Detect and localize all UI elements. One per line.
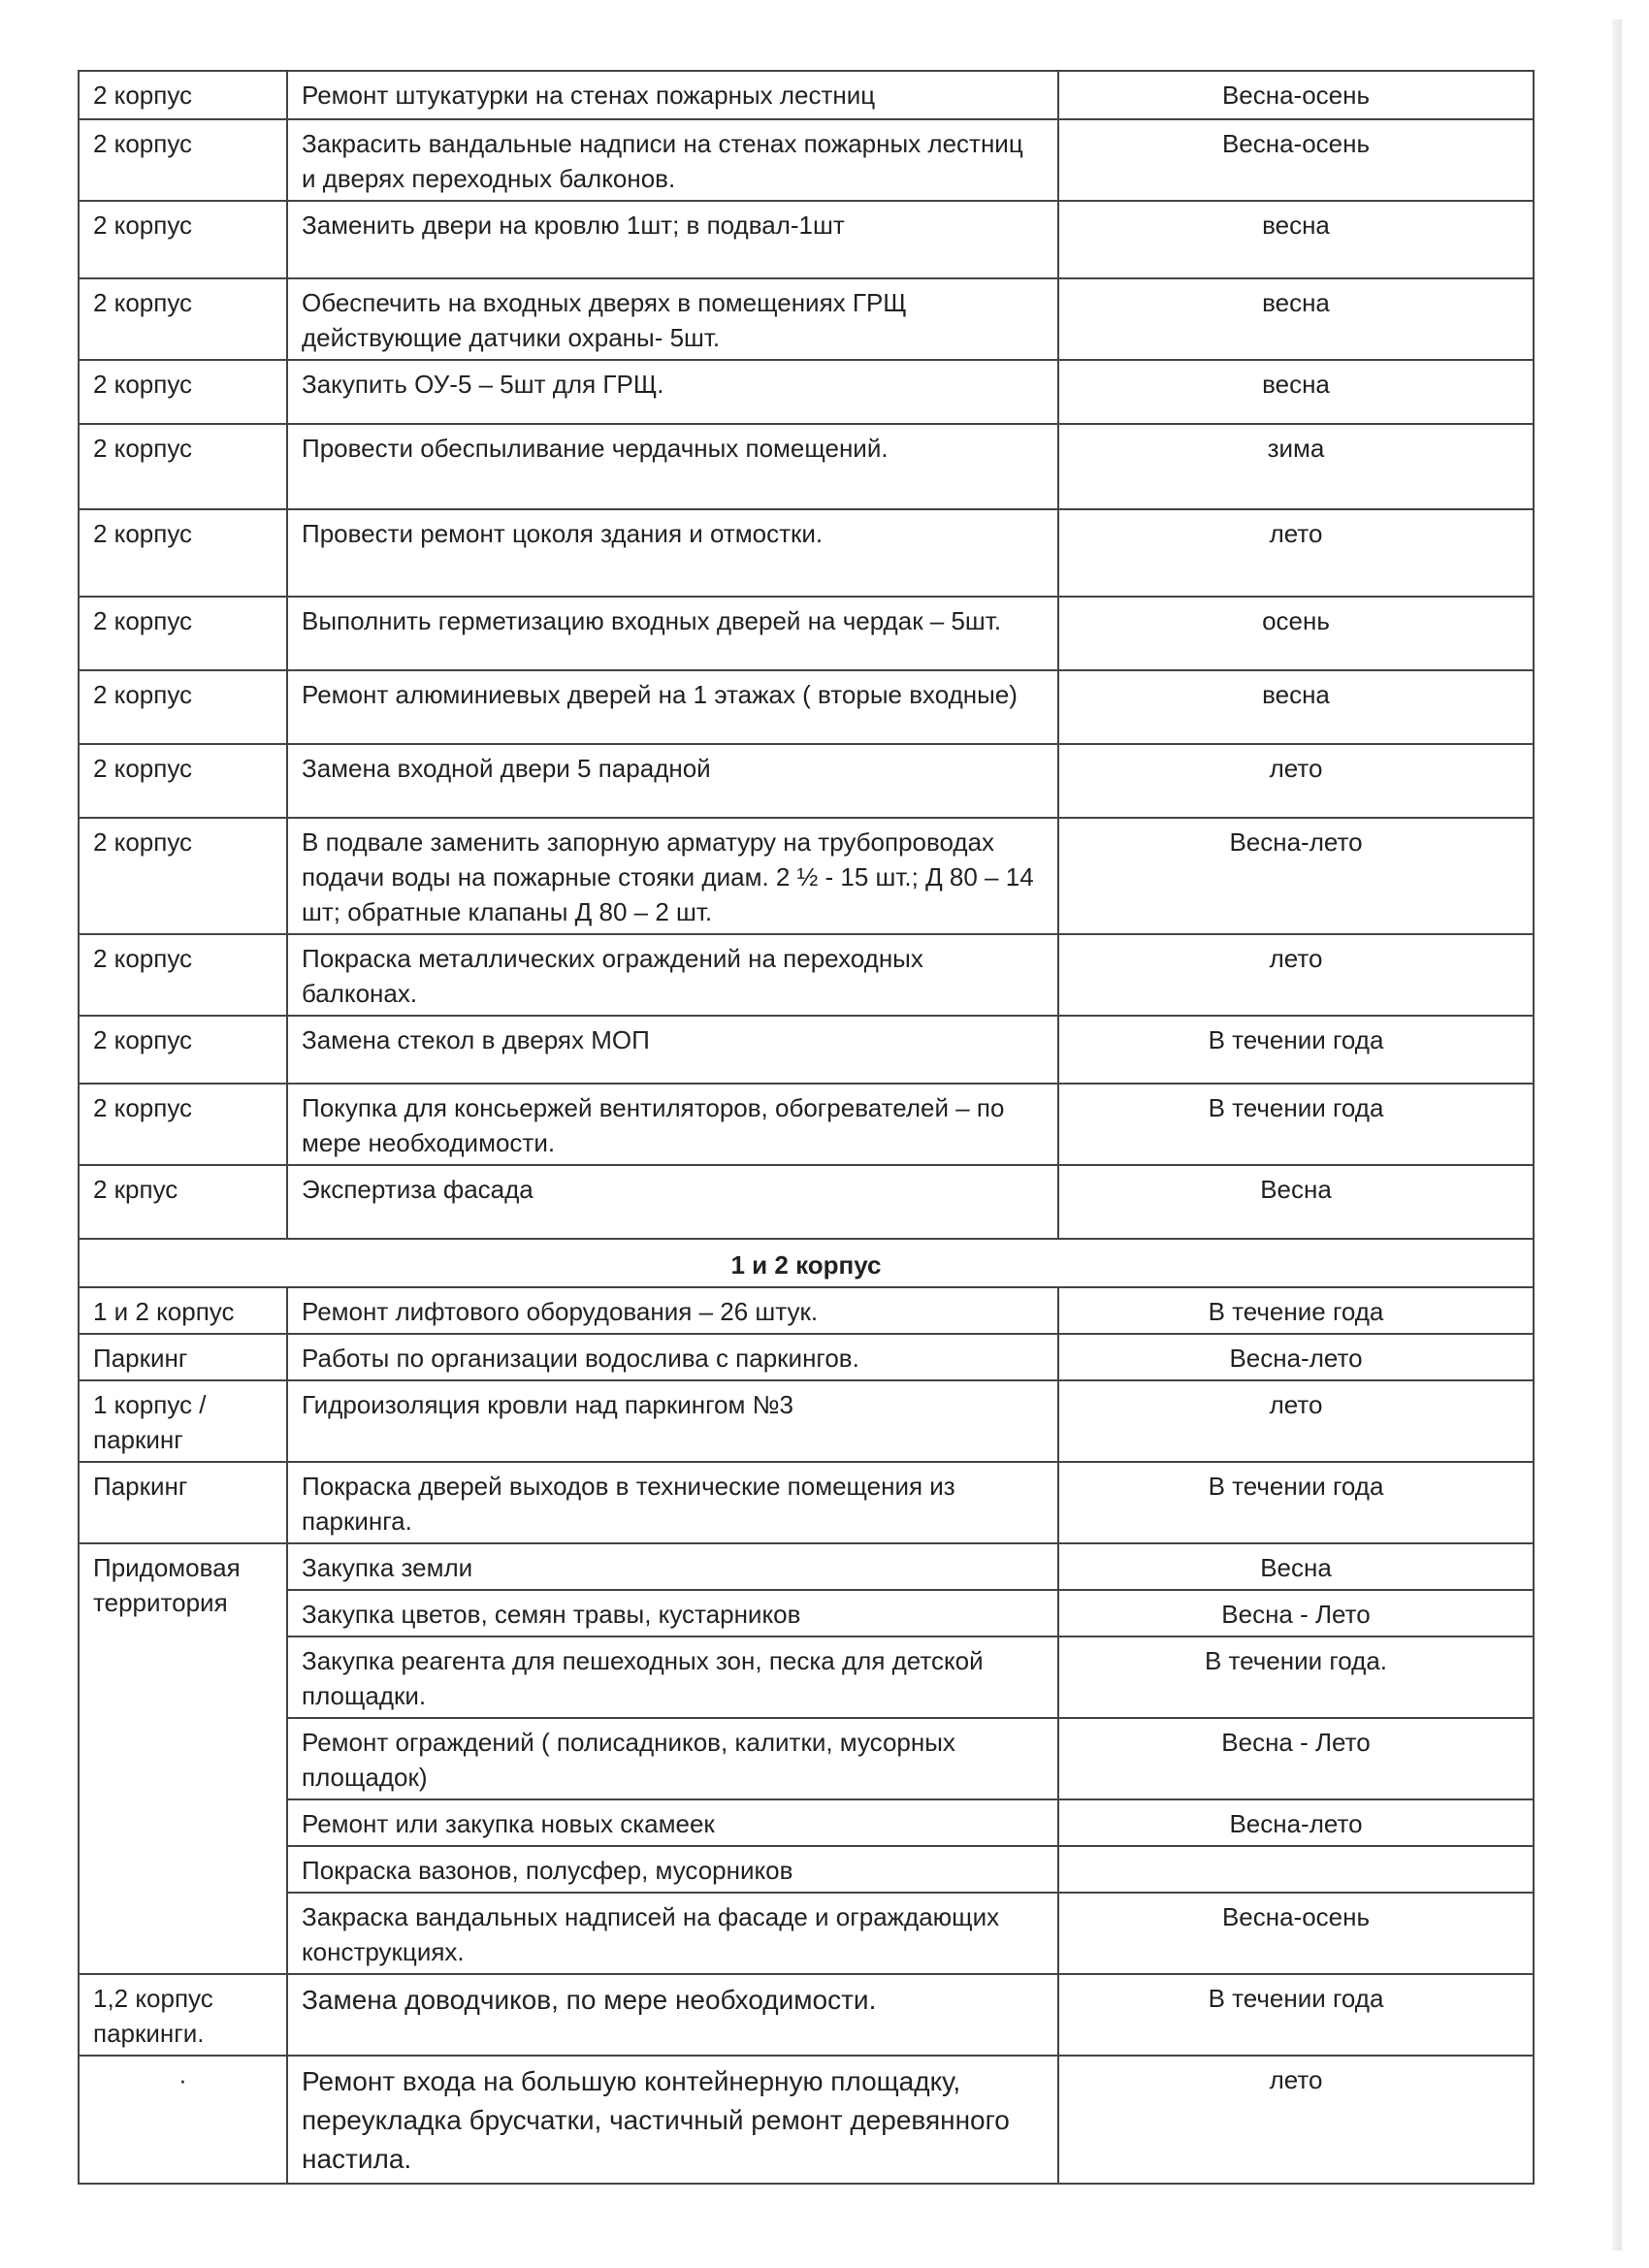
table-row bbox=[79, 1084, 1534, 1165]
period-cell: лето bbox=[1058, 1380, 1534, 1462]
table-row bbox=[79, 509, 1534, 597]
building-cell: 2 корпус bbox=[79, 71, 287, 119]
table-row bbox=[79, 1590, 1534, 1636]
period-cell: весна bbox=[1058, 278, 1534, 360]
building-cell: Паркинг bbox=[79, 1462, 287, 1543]
building-cell: 2 крпус bbox=[79, 1165, 287, 1239]
work-cell: Провести обеспыливание чердачных помещений. bbox=[287, 424, 1058, 509]
period-cell: весна bbox=[1058, 670, 1534, 744]
building-cell: 2 корпус bbox=[79, 670, 287, 744]
table-row bbox=[79, 1543, 1534, 1590]
work-cell: Закраска вандальных надписей на фасаде и ограждающих конструкциях. bbox=[287, 1893, 1058, 1974]
table-row bbox=[79, 818, 1534, 934]
table-row bbox=[79, 670, 1534, 744]
work-cell: Замена доводчиков, по мере необходимости. bbox=[287, 1974, 1058, 2056]
work-cell: Работы по организации водослива с паркингов. bbox=[287, 1334, 1058, 1380]
building-cell: 2 корпус bbox=[79, 201, 287, 278]
building-cell: 2 корпус bbox=[79, 509, 287, 597]
table-row bbox=[79, 597, 1534, 670]
work-cell: Закупка земли bbox=[287, 1543, 1058, 1590]
table-row bbox=[79, 1462, 1534, 1543]
period-cell: весна bbox=[1058, 360, 1534, 424]
building-cell: 2 корпус bbox=[79, 934, 287, 1016]
table-row bbox=[79, 1334, 1534, 1380]
table-row bbox=[79, 1016, 1534, 1084]
work-cell: Закупить ОУ-5 – 5шт для ГРЩ. bbox=[287, 360, 1058, 424]
period-cell: В течении года bbox=[1058, 1084, 1534, 1165]
section-title: 1 и 2 корпус bbox=[79, 1239, 1534, 1287]
work-cell: Обеспечить на входных дверях в помещениях ГРЩ действующие датчики охраны- 5шт. bbox=[287, 278, 1058, 360]
work-cell: Покраска металлических ограждений на переходных балконах. bbox=[287, 934, 1058, 1016]
table-row bbox=[79, 424, 1534, 509]
table-row bbox=[79, 1287, 1534, 1334]
period-cell: лето bbox=[1058, 2056, 1534, 2184]
building-cell: · bbox=[79, 2056, 287, 2184]
period-cell: В течении года bbox=[1058, 1974, 1534, 2056]
period-cell: Весна bbox=[1058, 1543, 1534, 1590]
building-cell: 1,2 корпус паркинги. bbox=[79, 1974, 287, 2056]
table-row bbox=[79, 1718, 1534, 1799]
building-cell: 2 корпус bbox=[79, 744, 287, 818]
period-cell: Весна - Лето bbox=[1058, 1718, 1534, 1799]
work-cell: Выполнить герметизацию входных дверей на чердак – 5шт. bbox=[287, 597, 1058, 670]
period-cell: Весна-осень bbox=[1058, 71, 1534, 119]
work-cell: Ремонт или закупка новых скамеек bbox=[287, 1799, 1058, 1846]
table-row bbox=[79, 201, 1534, 278]
period-cell: Весна - Лето bbox=[1058, 1590, 1534, 1636]
building-cell: 2 корпус bbox=[79, 1016, 287, 1084]
period-cell: лето bbox=[1058, 744, 1534, 818]
work-cell: Покупка для консьержей вентиляторов, обогревателей – по мере необходимости. bbox=[287, 1084, 1058, 1165]
work-cell: Ремонт входа на большую контейнерную площадку, переукладка брусчатки, частичный ремонт деревянного настила. bbox=[287, 2056, 1058, 2184]
period-cell: Весна-лето bbox=[1058, 1799, 1534, 1846]
period-cell: осень bbox=[1058, 597, 1534, 670]
table-row bbox=[79, 1165, 1534, 1239]
table-row bbox=[79, 71, 1534, 119]
building-cell: 2 корпус bbox=[79, 1084, 287, 1165]
period-cell: В течение года bbox=[1058, 1287, 1534, 1334]
building-cell: 2 корпус bbox=[79, 119, 287, 201]
table-row bbox=[79, 744, 1534, 818]
table-row bbox=[79, 360, 1534, 424]
work-cell: Закупка реагента для пешеходных зон, песка для детской площадки. bbox=[287, 1636, 1058, 1718]
building-cell: 2 корпус bbox=[79, 278, 287, 360]
section-header-row bbox=[79, 1239, 1534, 1287]
building-cell: 1 корпус /паркинг bbox=[79, 1380, 287, 1462]
building-cell: Придомовая территория bbox=[79, 1543, 287, 1974]
work-cell: Ремонт лифтового оборудования – 26 штук. bbox=[287, 1287, 1058, 1334]
period-cell: Весна-лето bbox=[1058, 818, 1534, 934]
table-row bbox=[79, 1893, 1534, 1974]
building-cell: 2 корпус bbox=[79, 818, 287, 934]
table-row bbox=[79, 1636, 1534, 1718]
period-cell bbox=[1058, 1846, 1534, 1893]
table-row bbox=[79, 278, 1534, 360]
work-cell: Экспертиза фасада bbox=[287, 1165, 1058, 1239]
building-cell: 1 и 2 корпус bbox=[79, 1287, 287, 1334]
period-cell: В течении года. bbox=[1058, 1636, 1534, 1718]
period-cell: зима bbox=[1058, 424, 1534, 509]
building-cell: 2 корпус bbox=[79, 424, 287, 509]
work-cell: Закрасить вандальные надписи на стенах пожарных лестниц и дверях переходных балконов. bbox=[287, 119, 1058, 201]
work-cell: Ремонт ограждений ( полисадников, калитки, мусорных площадок) bbox=[287, 1718, 1058, 1799]
table-row bbox=[79, 1846, 1534, 1893]
work-cell: Ремонт штукатурки на стенах пожарных лестниц bbox=[287, 71, 1058, 119]
work-cell: Покраска дверей выходов в технические помещения из паркинга. bbox=[287, 1462, 1058, 1543]
period-cell: Весна bbox=[1058, 1165, 1534, 1239]
table-row bbox=[79, 934, 1534, 1016]
period-cell: весна bbox=[1058, 201, 1534, 278]
building-cell: 2 корпус bbox=[79, 360, 287, 424]
period-cell: В течении года bbox=[1058, 1462, 1534, 1543]
period-cell: В течении года bbox=[1058, 1016, 1534, 1084]
table-row bbox=[79, 1974, 1534, 2056]
table-row bbox=[79, 2056, 1534, 2184]
period-cell: лето bbox=[1058, 934, 1534, 1016]
building-cell: Паркинг bbox=[79, 1334, 287, 1380]
scan-page-edge bbox=[1612, 19, 1622, 2251]
work-cell: Ремонт алюминиевых дверей на 1 этажах ( вторые входные) bbox=[287, 670, 1058, 744]
work-cell: Покраска вазонов, полусфер, мусорников bbox=[287, 1846, 1058, 1893]
period-cell: Весна-осень bbox=[1058, 1893, 1534, 1974]
work-cell: Провести ремонт цоколя здания и отмостки. bbox=[287, 509, 1058, 597]
table-row bbox=[79, 1380, 1534, 1462]
table-row bbox=[79, 119, 1534, 201]
table-row bbox=[79, 1799, 1534, 1846]
work-cell: Замена входной двери 5 парадной bbox=[287, 744, 1058, 818]
period-cell: Весна-осень bbox=[1058, 119, 1534, 201]
period-cell: лето bbox=[1058, 509, 1534, 597]
building-cell: 2 корпус bbox=[79, 597, 287, 670]
work-cell: Закупка цветов, семян травы, кустарников bbox=[287, 1590, 1058, 1636]
work-cell: Заменить двери на кровлю 1шт; в подвал-1шт bbox=[287, 201, 1058, 278]
work-plan-table bbox=[78, 70, 1535, 2185]
period-cell: Весна-лето bbox=[1058, 1334, 1534, 1380]
work-cell: В подвале заменить запорную арматуру на трубопроводах подачи воды на пожарные стояки диам. 2 ½ - 15 шт.; Д 80 – 14 шт; обратные клапаны Д 80 – 2 шт. bbox=[287, 818, 1058, 934]
work-cell: Гидроизоляция кровли над паркингом №3 bbox=[287, 1380, 1058, 1462]
work-cell: Замена стекол в дверях МОП bbox=[287, 1016, 1058, 1084]
